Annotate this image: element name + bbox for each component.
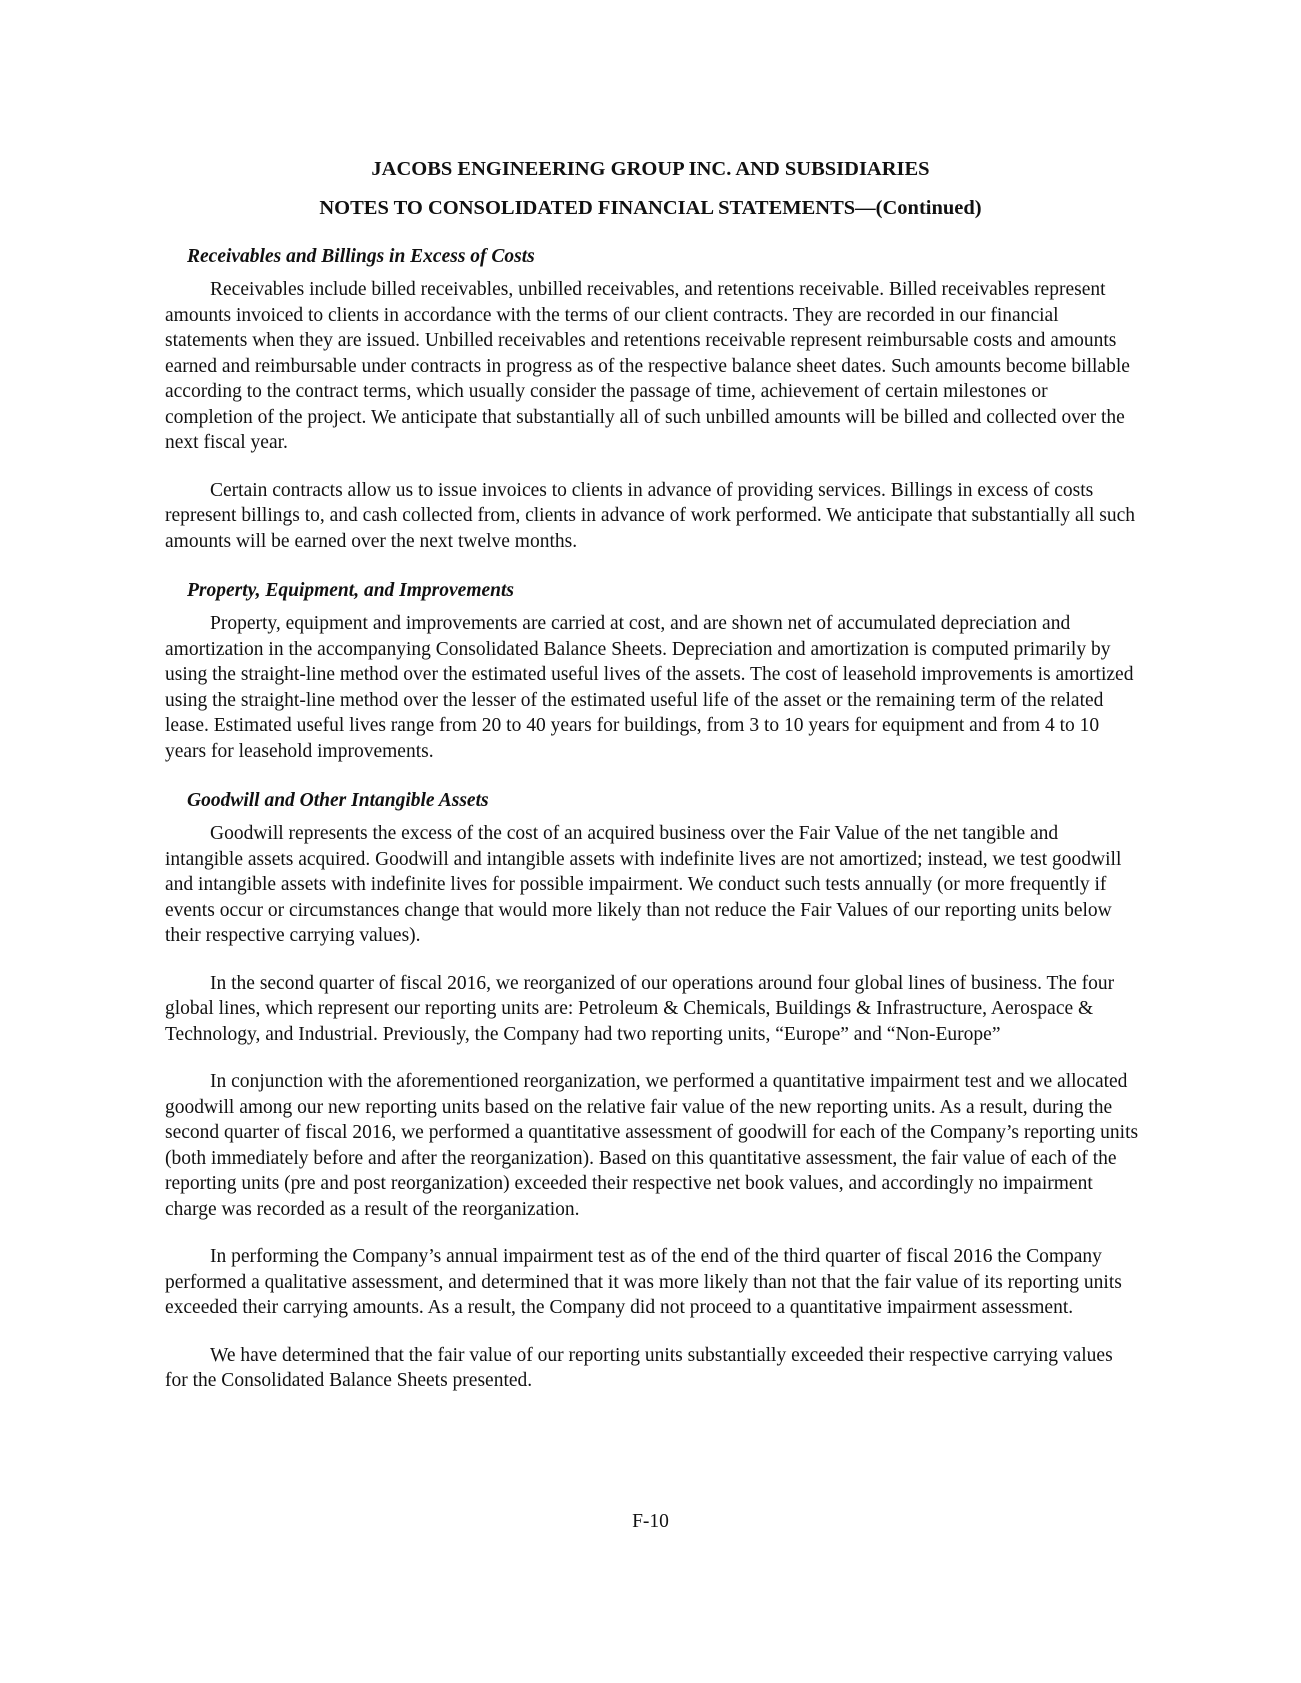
section-heading: Goodwill and Other Intangible Assets <box>187 790 489 811</box>
paragraph: Receivables include billed receivables, unbilled receivables, and retentions receivable. Billed receivables represent amounts invoiced to clients in accordance with the terms of our client contracts. They are recorded in our financial statements when they are issued. Unbilled receivables and retentions receivable represent reimbursable costs and amounts earned and reimbursable under contracts in progress as of the respective balance sheet dates. Such amounts become billable according to the contract terms, which usually consider the passage of time, achievement of certain milestones or completion of the project. We anticipate that substantially all of such unbilled amounts will be billed and collected over the next fiscal year. <box>165 279 1130 453</box>
paragraph: We have determined that the fair value of our reporting units substantially exceeded their respective carrying values for the Consolidated Balance Sheets presented. <box>165 1344 1113 1391</box>
company-name-heading: JACOBS ENGINEERING GROUP INC. AND SUBSIDIARIES <box>371 158 930 180</box>
section-property <box>165 578 1140 764</box>
notes-subtitle-heading: NOTES TO CONSOLIDATED FINANCIAL STATEMENTS—(Continued) <box>319 197 982 219</box>
section-receivables <box>165 244 1140 554</box>
page-number: F-10 <box>632 1511 669 1532</box>
paragraph: In performing the Company’s annual impairment test as of the end of the third quarter of fiscal 2016 the Company performed a qualitative assessment, and determined that it was more likely than not that the fair value of its reporting units exceeded their carrying amounts. As a result, the Company did not proceed to a quantitative impairment assessment. <box>165 1246 1122 1318</box>
paragraph: Certain contracts allow us to issue invoices to clients in advance of providing services. Billings in excess of costs represent billings to, and cash collected from, clients in advance of work performed. We anticipate that substantially all such amounts will be earned over the next twelve months. <box>165 479 1136 552</box>
paragraph: In conjunction with the aforementioned reorganization, we performed a quantitative impairment test and we allocated goodwill among our new reporting units based on the relative fair value of the new reporting units. As a result, during the second quarter of fiscal 2016, we performed a quantitative assessment of goodwill for each of the Company’s reporting units (both immediately before and after the reorganization). Based on this quantitative assessment, the fair value of each of the reporting units (pre and post reorganization) exceeded their respective net book values, and accordingly no impairment charge was recorded as a result of the reorganization. <box>165 1071 1139 1220</box>
paragraph: Property, equipment and improvements are carried at cost, and are shown net of accumulated depreciation and amortization in the accompanying Consolidated Balance Sheets. Depreciation and amortization is computed primarily by using the straight-line method over the estimated useful lives of the assets. The cost of leasehold improvements is amortized using the straight-line method over the lesser of the estimated useful life of the asset or the remaining term of the related lease. Estimated useful lives range from 20 to 40 years for buildings, from 3 to 10 years for equipment and from 4 to 10 years for leasehold improvements. <box>165 613 1134 762</box>
notes-content <box>165 244 1140 1394</box>
section-heading: Property, Equipment, and Improvements <box>187 580 514 601</box>
paragraph: Goodwill represents the excess of the cost of an acquired business over the Fair Value of the net tangible and intangible assets acquired. Goodwill and intangible assets with indefinite lives are not amortized; instead, we test goodwill and intangible assets with indefinite lives for possible impairment. We conduct such tests annually (or more frequently if events occur or circumstances change that would more likely than not reduce the Fair Values of our reporting units below their respective carrying values). <box>165 823 1122 946</box>
paragraph: In the second quarter of fiscal 2016, we reorganized of our operations around four global lines of business. The four global lines, which represent our reporting units are: Petroleum & Chemicals, Buildings & Infrastructure, Aerospace & Technology, and Industrial. Previously, the Company had two reporting units, “Europe” and “Non-Europe” <box>165 972 1115 1045</box>
section-goodwill <box>165 788 1140 1394</box>
section-heading: Receivables and Billings in Excess of Costs <box>187 246 535 267</box>
